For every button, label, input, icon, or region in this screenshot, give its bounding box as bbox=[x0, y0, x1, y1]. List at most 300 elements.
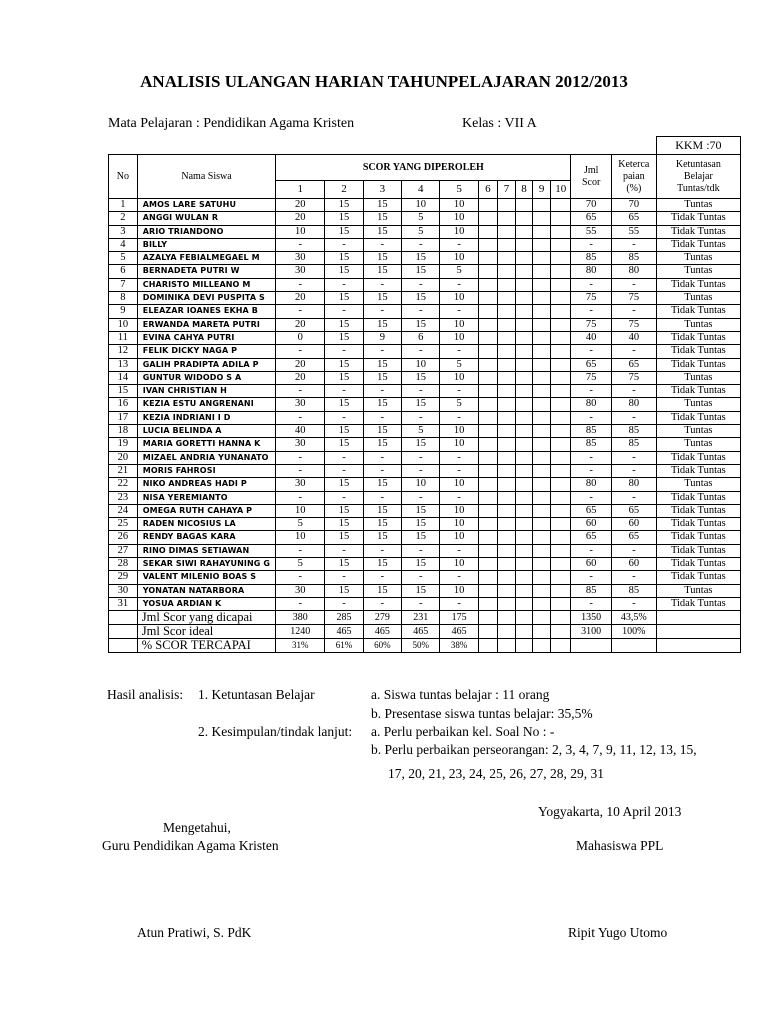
student-score: 5 bbox=[276, 518, 325, 531]
table-row bbox=[109, 398, 741, 411]
student-percent: 75 bbox=[611, 292, 656, 305]
table-row bbox=[109, 278, 741, 291]
student-score-empty bbox=[497, 518, 515, 531]
student-score: - bbox=[402, 544, 440, 557]
sign-right: Mahasiswa PPL bbox=[576, 838, 664, 853]
student-percent: 70 bbox=[611, 199, 656, 212]
student-score: 5 bbox=[402, 425, 440, 438]
summary-score: 465 bbox=[363, 625, 401, 639]
student-no: 11 bbox=[109, 331, 138, 344]
student-status: Tidak Tuntas bbox=[656, 225, 740, 238]
student-score: - bbox=[402, 451, 440, 464]
sign-left-line2: Guru Pendidikan Agama Kristen bbox=[102, 838, 279, 853]
student-status: Tidak Tuntas bbox=[656, 358, 740, 371]
student-score-empty bbox=[533, 199, 551, 212]
student-percent: - bbox=[611, 544, 656, 557]
student-score: - bbox=[363, 385, 401, 398]
table-row bbox=[109, 292, 741, 305]
student-score: 10 bbox=[440, 199, 478, 212]
student-percent: - bbox=[611, 385, 656, 398]
student-no: 3 bbox=[109, 225, 138, 238]
student-score: 15 bbox=[363, 478, 401, 491]
student-no: 21 bbox=[109, 464, 138, 477]
student-status: Tidak Tuntas bbox=[656, 464, 740, 477]
table-row bbox=[109, 225, 741, 238]
header-soal-9: 9 bbox=[533, 181, 551, 199]
student-score: 5 bbox=[440, 398, 478, 411]
student-score-empty bbox=[516, 371, 533, 384]
student-score-empty bbox=[478, 411, 497, 424]
student-no: 22 bbox=[109, 478, 138, 491]
student-no: 19 bbox=[109, 438, 138, 451]
student-score-empty bbox=[533, 331, 551, 344]
name-left: Atun Pratiwi, S. PdK bbox=[137, 925, 252, 940]
table-row bbox=[109, 491, 741, 504]
student-name: KEZIA INDRIANI I D bbox=[137, 411, 276, 424]
student-score-empty bbox=[551, 345, 571, 358]
student-score-empty bbox=[497, 411, 515, 424]
student-score: 20 bbox=[276, 292, 325, 305]
student-total: - bbox=[571, 571, 611, 584]
student-score: 15 bbox=[325, 478, 363, 491]
student-score: - bbox=[276, 464, 325, 477]
student-score: - bbox=[276, 385, 325, 398]
student-score-empty bbox=[551, 531, 571, 544]
student-score: - bbox=[402, 345, 440, 358]
student-score-empty bbox=[478, 385, 497, 398]
student-score-empty bbox=[551, 292, 571, 305]
student-score: - bbox=[402, 278, 440, 291]
student-score-empty bbox=[516, 504, 533, 517]
sign-left-line1: Mengetahui, bbox=[163, 820, 231, 835]
student-score: - bbox=[276, 278, 325, 291]
student-score: - bbox=[363, 411, 401, 424]
student-score: - bbox=[363, 544, 401, 557]
student-score-empty bbox=[533, 544, 551, 557]
student-score-empty bbox=[516, 292, 533, 305]
student-score-empty bbox=[497, 305, 515, 318]
student-score-empty bbox=[551, 385, 571, 398]
student-score: - bbox=[276, 571, 325, 584]
summary-score-empty bbox=[497, 625, 515, 639]
student-score: 15 bbox=[325, 225, 363, 238]
student-score: - bbox=[325, 464, 363, 477]
student-status: Tidak Tuntas bbox=[656, 558, 740, 571]
student-name: RINO DIMAS SETIAWAN bbox=[137, 544, 276, 557]
student-score: 10 bbox=[402, 199, 440, 212]
student-no: 16 bbox=[109, 398, 138, 411]
student-score: 5 bbox=[440, 265, 478, 278]
summary-score: 465 bbox=[402, 625, 440, 639]
table-row bbox=[109, 252, 741, 265]
student-name: IVAN CHRISTIAN H bbox=[137, 385, 276, 398]
student-score-empty bbox=[551, 305, 571, 318]
summary-label: % SCOR TERCAPAI bbox=[137, 639, 276, 653]
student-score-empty bbox=[516, 265, 533, 278]
analysis-item2: 2. Kesimpulan/tindak lanjut: bbox=[198, 724, 353, 739]
student-score-empty bbox=[497, 385, 515, 398]
student-score-empty bbox=[516, 225, 533, 238]
student-score: - bbox=[325, 491, 363, 504]
student-score: - bbox=[363, 238, 401, 251]
student-score-empty bbox=[516, 318, 533, 331]
student-score: - bbox=[440, 597, 478, 610]
student-score: 10 bbox=[276, 531, 325, 544]
summary-score-empty bbox=[533, 611, 551, 625]
student-score-empty bbox=[478, 292, 497, 305]
student-name: AMOS LARE SATUHU bbox=[137, 199, 276, 212]
student-score-empty bbox=[478, 451, 497, 464]
student-score: 15 bbox=[363, 358, 401, 371]
student-score: 15 bbox=[363, 438, 401, 451]
student-score-empty bbox=[551, 544, 571, 557]
student-status: Tuntas bbox=[656, 371, 740, 384]
student-no: 15 bbox=[109, 385, 138, 398]
student-no: 20 bbox=[109, 451, 138, 464]
student-no: 26 bbox=[109, 531, 138, 544]
student-percent: - bbox=[611, 345, 656, 358]
student-score-empty bbox=[533, 252, 551, 265]
student-total: 75 bbox=[571, 371, 611, 384]
table-row bbox=[109, 265, 741, 278]
student-no: 8 bbox=[109, 292, 138, 305]
table-row bbox=[109, 212, 741, 225]
student-score: 6 bbox=[402, 331, 440, 344]
student-score-empty bbox=[551, 331, 571, 344]
student-score: 15 bbox=[325, 558, 363, 571]
student-score-empty bbox=[497, 252, 515, 265]
student-percent: 55 bbox=[611, 225, 656, 238]
student-no: 5 bbox=[109, 252, 138, 265]
student-no: 25 bbox=[109, 518, 138, 531]
student-score: 15 bbox=[363, 531, 401, 544]
student-score: - bbox=[402, 464, 440, 477]
student-score: - bbox=[276, 411, 325, 424]
student-score: - bbox=[325, 597, 363, 610]
student-total: 60 bbox=[571, 558, 611, 571]
header-ketuntasan: Ketuntasan Belajar Tuntas/tdk bbox=[656, 155, 740, 199]
student-no: 1 bbox=[109, 199, 138, 212]
student-score-empty bbox=[551, 225, 571, 238]
student-score-empty bbox=[533, 451, 551, 464]
student-percent: - bbox=[611, 571, 656, 584]
student-score-empty bbox=[478, 504, 497, 517]
student-score: 15 bbox=[363, 425, 401, 438]
student-total: 65 bbox=[571, 358, 611, 371]
student-score-empty bbox=[516, 518, 533, 531]
student-score-empty bbox=[478, 238, 497, 251]
student-score-empty bbox=[533, 518, 551, 531]
student-name: ELEAZAR IOANES EKHA B bbox=[137, 305, 276, 318]
student-total: 75 bbox=[571, 318, 611, 331]
analysis-item2b-cont: 17, 20, 21, 23, 24, 25, 26, 27, 28, 29, 31 bbox=[388, 766, 604, 781]
student-score-empty bbox=[478, 464, 497, 477]
student-score-empty bbox=[478, 425, 497, 438]
student-score: 15 bbox=[325, 318, 363, 331]
student-score-empty bbox=[533, 504, 551, 517]
student-score: 15 bbox=[402, 318, 440, 331]
student-score: 15 bbox=[363, 199, 401, 212]
student-score-empty bbox=[478, 544, 497, 557]
student-score: 15 bbox=[402, 518, 440, 531]
student-score: 15 bbox=[363, 292, 401, 305]
student-score-empty bbox=[551, 478, 571, 491]
student-score: 10 bbox=[440, 478, 478, 491]
student-score-empty bbox=[551, 438, 571, 451]
student-name: NISA YEREMIANTO bbox=[137, 491, 276, 504]
student-name: ANGGI WULAN R bbox=[137, 212, 276, 225]
student-score-empty bbox=[497, 331, 515, 344]
student-total: 60 bbox=[571, 518, 611, 531]
student-score-empty bbox=[551, 278, 571, 291]
student-score-empty bbox=[551, 425, 571, 438]
student-score-empty bbox=[533, 438, 551, 451]
student-score: 15 bbox=[363, 252, 401, 265]
student-score: 10 bbox=[440, 518, 478, 531]
table-row bbox=[109, 478, 741, 491]
student-score: 15 bbox=[402, 504, 440, 517]
student-score: - bbox=[325, 305, 363, 318]
student-percent: 65 bbox=[611, 531, 656, 544]
summary-label: Jml Scor yang dicapai bbox=[137, 611, 276, 625]
student-total: - bbox=[571, 411, 611, 424]
student-score-empty bbox=[516, 411, 533, 424]
student-status: Tuntas bbox=[656, 265, 740, 278]
student-score-empty bbox=[551, 491, 571, 504]
student-total: - bbox=[571, 305, 611, 318]
student-score: - bbox=[325, 385, 363, 398]
student-no: 31 bbox=[109, 597, 138, 610]
student-score-empty bbox=[497, 451, 515, 464]
table-row bbox=[109, 305, 741, 318]
student-score-empty bbox=[516, 571, 533, 584]
student-score: 15 bbox=[402, 398, 440, 411]
student-score: 10 bbox=[440, 371, 478, 384]
summary-percent: 43,5% bbox=[611, 611, 656, 625]
student-score: 10 bbox=[440, 318, 478, 331]
student-score: 15 bbox=[325, 212, 363, 225]
summary-score-empty bbox=[533, 639, 551, 653]
table-row bbox=[109, 358, 741, 371]
student-score: 5 bbox=[276, 558, 325, 571]
student-score: 10 bbox=[440, 438, 478, 451]
student-status: Tuntas bbox=[656, 478, 740, 491]
student-score: - bbox=[402, 597, 440, 610]
student-score: - bbox=[276, 305, 325, 318]
header-soal-3: 3 bbox=[363, 181, 401, 199]
student-name: AZALYA FEBIALMEGAEL M bbox=[137, 252, 276, 265]
table-row bbox=[109, 597, 741, 610]
student-status: Tidak Tuntas bbox=[656, 531, 740, 544]
student-score-empty bbox=[497, 212, 515, 225]
summary-no-empty bbox=[109, 639, 138, 653]
student-percent: 80 bbox=[611, 398, 656, 411]
student-score-empty bbox=[533, 292, 551, 305]
student-score: - bbox=[440, 411, 478, 424]
student-score-empty bbox=[516, 385, 533, 398]
student-no: 2 bbox=[109, 212, 138, 225]
student-percent: 65 bbox=[611, 358, 656, 371]
header-soal-5: 5 bbox=[440, 181, 478, 199]
student-total: - bbox=[571, 278, 611, 291]
student-score-empty bbox=[478, 345, 497, 358]
student-score: 15 bbox=[402, 438, 440, 451]
student-score: - bbox=[325, 345, 363, 358]
student-score: 15 bbox=[402, 558, 440, 571]
student-score: - bbox=[276, 238, 325, 251]
student-name: GALIH PRADIPTA ADILA P bbox=[137, 358, 276, 371]
student-score-empty bbox=[478, 305, 497, 318]
student-score-empty bbox=[478, 571, 497, 584]
summary-score-empty bbox=[516, 639, 533, 653]
analysis-item1b: b. Presentase siswa tuntas belajar: 35,5% bbox=[371, 706, 593, 721]
student-percent: 60 bbox=[611, 518, 656, 531]
summary-total: 3100 bbox=[571, 625, 611, 639]
student-score: 15 bbox=[363, 265, 401, 278]
student-no: 27 bbox=[109, 544, 138, 557]
student-score: 20 bbox=[276, 212, 325, 225]
student-score: 10 bbox=[440, 225, 478, 238]
student-no: 14 bbox=[109, 371, 138, 384]
student-score: - bbox=[402, 491, 440, 504]
student-score: 15 bbox=[363, 212, 401, 225]
student-no: 12 bbox=[109, 345, 138, 358]
student-total: - bbox=[571, 544, 611, 557]
student-total: 80 bbox=[571, 398, 611, 411]
student-percent: - bbox=[611, 597, 656, 610]
student-score: 15 bbox=[325, 531, 363, 544]
student-percent: 75 bbox=[611, 371, 656, 384]
student-score-empty bbox=[551, 451, 571, 464]
student-score: 15 bbox=[363, 504, 401, 517]
summary-status-empty bbox=[656, 625, 740, 639]
student-score-empty bbox=[497, 571, 515, 584]
student-percent: 85 bbox=[611, 584, 656, 597]
student-score: 30 bbox=[276, 265, 325, 278]
student-score: - bbox=[440, 305, 478, 318]
student-score-empty bbox=[478, 597, 497, 610]
student-score-empty bbox=[551, 597, 571, 610]
student-percent: - bbox=[611, 464, 656, 477]
table-row bbox=[109, 345, 741, 358]
student-score-empty bbox=[533, 425, 551, 438]
student-score: - bbox=[363, 305, 401, 318]
student-percent: 60 bbox=[611, 558, 656, 571]
summary-score: 1240 bbox=[276, 625, 325, 639]
student-percent: 40 bbox=[611, 331, 656, 344]
student-total: 65 bbox=[571, 212, 611, 225]
student-score-empty bbox=[551, 238, 571, 251]
summary-score-empty bbox=[551, 639, 571, 653]
student-no: 30 bbox=[109, 584, 138, 597]
student-score-empty bbox=[497, 425, 515, 438]
student-percent: - bbox=[611, 238, 656, 251]
table-row bbox=[109, 438, 741, 451]
student-score-empty bbox=[533, 558, 551, 571]
student-name: LUCIA BELINDA A bbox=[137, 425, 276, 438]
student-score: 15 bbox=[363, 318, 401, 331]
student-total: - bbox=[571, 451, 611, 464]
student-score-empty bbox=[533, 597, 551, 610]
student-score-empty bbox=[551, 504, 571, 517]
header-soal-8: 8 bbox=[516, 181, 533, 199]
student-score-empty bbox=[533, 345, 551, 358]
student-score-empty bbox=[516, 252, 533, 265]
header-soal-2: 2 bbox=[325, 181, 363, 199]
table-row bbox=[109, 451, 741, 464]
student-score: 15 bbox=[402, 265, 440, 278]
student-score: 40 bbox=[276, 425, 325, 438]
summary-label: Jml Scor ideal bbox=[137, 625, 276, 639]
student-score-empty bbox=[516, 464, 533, 477]
student-no: 4 bbox=[109, 238, 138, 251]
student-score-empty bbox=[497, 398, 515, 411]
summary-status-empty bbox=[656, 611, 740, 625]
student-total: 65 bbox=[571, 504, 611, 517]
student-percent: - bbox=[611, 278, 656, 291]
header-jml: Jml Scor bbox=[571, 155, 611, 199]
student-percent: - bbox=[611, 305, 656, 318]
student-score-empty bbox=[533, 278, 551, 291]
student-score-empty bbox=[478, 531, 497, 544]
student-score: 15 bbox=[402, 252, 440, 265]
student-score: 15 bbox=[325, 331, 363, 344]
summary-score: 279 bbox=[363, 611, 401, 625]
student-total: - bbox=[571, 491, 611, 504]
student-total: 65 bbox=[571, 531, 611, 544]
student-score: 30 bbox=[276, 252, 325, 265]
student-score-empty bbox=[497, 238, 515, 251]
student-score-empty bbox=[551, 318, 571, 331]
student-score: 10 bbox=[440, 584, 478, 597]
student-score-empty bbox=[478, 584, 497, 597]
summary-score: 380 bbox=[276, 611, 325, 625]
student-status: Tidak Tuntas bbox=[656, 278, 740, 291]
student-score-empty bbox=[533, 478, 551, 491]
student-score: 10 bbox=[402, 478, 440, 491]
student-score-empty bbox=[478, 478, 497, 491]
student-name: MARIA GORETTI HANNA K bbox=[137, 438, 276, 451]
header-soal-10: 10 bbox=[551, 181, 571, 199]
summary-score: 38% bbox=[440, 639, 478, 653]
summary-score-empty bbox=[551, 611, 571, 625]
student-score: - bbox=[440, 345, 478, 358]
summary-no-empty bbox=[109, 611, 138, 625]
student-score-empty bbox=[516, 558, 533, 571]
student-score: 10 bbox=[440, 212, 478, 225]
student-score: - bbox=[440, 544, 478, 557]
student-score-empty bbox=[551, 571, 571, 584]
student-score: 5 bbox=[402, 212, 440, 225]
student-name: RENDY BAGAS KARA bbox=[137, 531, 276, 544]
student-score-empty bbox=[478, 212, 497, 225]
student-score: - bbox=[363, 491, 401, 504]
student-no: 7 bbox=[109, 278, 138, 291]
student-score: 10 bbox=[440, 252, 478, 265]
summary-status-empty bbox=[656, 639, 740, 653]
summary-score-empty bbox=[497, 611, 515, 625]
student-no: 6 bbox=[109, 265, 138, 278]
table-row bbox=[109, 385, 741, 398]
student-score: 15 bbox=[325, 252, 363, 265]
student-score: 15 bbox=[325, 425, 363, 438]
student-name: NIKO ANDREAS HADI P bbox=[137, 478, 276, 491]
student-score: 30 bbox=[276, 478, 325, 491]
student-score: - bbox=[276, 491, 325, 504]
student-score: - bbox=[402, 571, 440, 584]
student-status: Tidak Tuntas bbox=[656, 544, 740, 557]
student-score: 20 bbox=[276, 199, 325, 212]
